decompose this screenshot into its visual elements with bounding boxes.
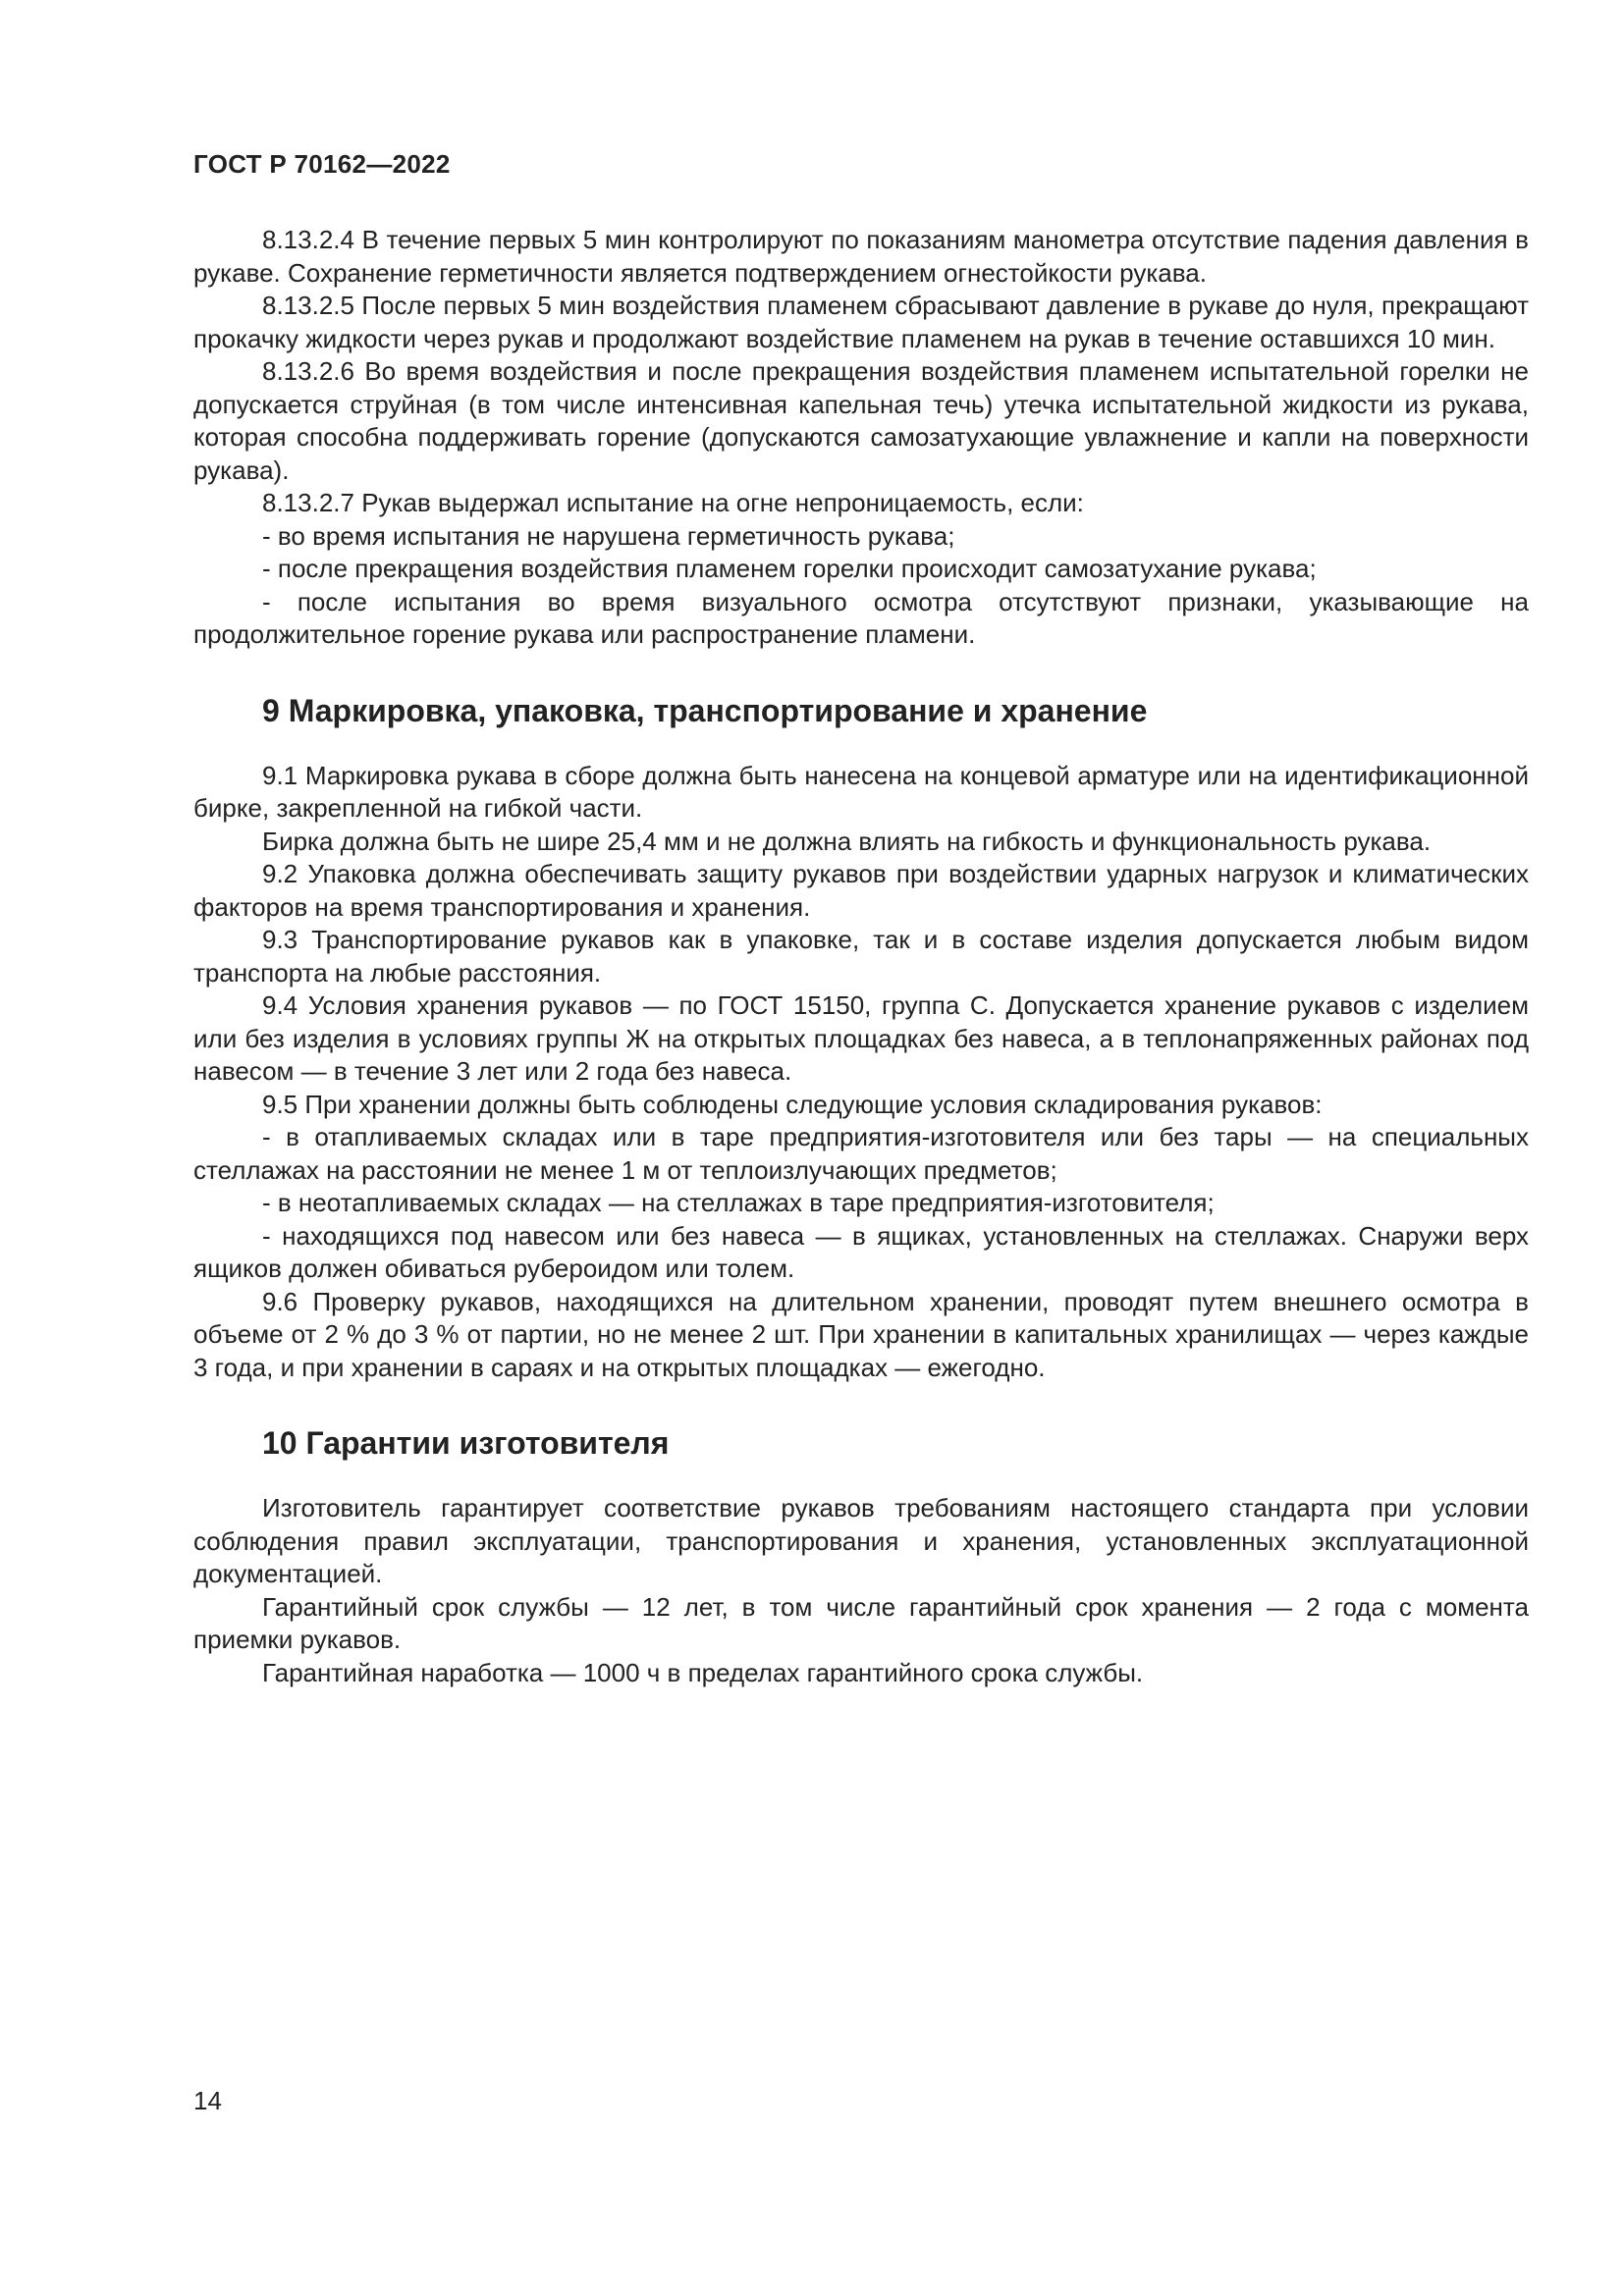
paragraph-9-5: 9.5 При хранении должны быть соблюдены следующие условия складирования рукавов: <box>262 1089 1323 1119</box>
list-item: - в отапливаемых складах или в таре предприятия-изготовителя или без тары — на специальных стеллажах на расстоянии не менее 1 м от теплоизлучающих предметов; <box>193 1122 1529 1185</box>
document-body <box>193 224 1529 1689</box>
paragraph-9-1: 9.1 Маркировка рукава в сборе должна быть нанесена на концевой арматуре или на идентификационной бирке, закрепленной на гибкой части. <box>193 760 1529 823</box>
paragraph-9-1-tag: Бирка должна быть не шире 25,4 мм и не должна влиять на гибкость и функциональность рукава. <box>262 826 1432 856</box>
list-item: - во время испытания не нарушена герметичность рукава; <box>262 520 955 551</box>
paragraph-10-operating-time: Гарантийная наработка — 1000 ч в пределах гарантийного срока службы. <box>262 1657 1144 1687</box>
paragraph-10-service-life: Гарантийный срок службы — 12 лет, в том числе гарантийный срок хранения — 2 года с момента приемки рукавов. <box>193 1591 1529 1654</box>
document-id-header: ГОСТ Р 70162—2022 <box>193 149 451 179</box>
list-item: - находящихся под навесом или без навеса — в ящиках, установленных на стеллажах. Снаружи верх ящиков должен обиваться рубероидом или толем. <box>193 1220 1529 1283</box>
section-10-title: 10 Гарантии изготовителя <box>262 1425 670 1461</box>
paragraph-9-6: 9.6 Проверку рукавов, находящихся на длительном хранении, проводят путем внешнего осмотра в объеме от 2 % до 3 % от партии, но не менее 2 шт. При хранении в капитальных хранилищах — через каждые 3 года, и при хранении в сараях и на открытых площадках — ежегодно. <box>193 1286 1529 1382</box>
page-number: 14 <box>193 2086 222 2115</box>
paragraph-8-13-2-6: 8.13.2.6 Во время воздействия и после прекращения воздействия пламенем испытательной горелки не допускается струйная (в том числе интенсивная капельная течь) утечка испытательной жидкости из рукава, которая способна поддерживать горение (допускаются самозатухающие увлажнение и капли на поверхности рукава). <box>193 356 1529 485</box>
list-item: - после испытания во время визуального осмотра отсутствуют признаки, указывающие на продолжительное горение рукава или распространение пламени. <box>193 586 1529 649</box>
paragraph-8-13-2-7: 8.13.2.7 Рукав выдержал испытание на огне непроницаемость, если: <box>262 488 1084 517</box>
paragraph-10-warranty: Изготовитель гарантирует соответствие рукавов требованиям настоящего стандарта при условии соблюдения правил эксплуатации, транспортирования и хранения, установленных эксплуатационной документацией. <box>193 1493 1529 1588</box>
paragraph-9-2: 9.2 Упаковка должна обеспечивать защиту рукавов при воздействии ударных нагрузок и климатических факторов на время транспортирования и хранения. <box>193 859 1529 922</box>
list-item: - в неотапливаемых складах — на стеллажах в таре предприятия-изготовителя; <box>262 1188 1215 1217</box>
paragraph-9-4: 9.4 Условия хранения рукавов — по ГОСТ 15150, группа С. Допускается хранение рукавов с изделием или без изделия в условиях группы Ж на открытых площадках без навеса, а в теплонапряженных районах под навесом — в течение 3 лет или 2 года без навеса. <box>193 990 1529 1086</box>
paragraph-8-13-2-5: 8.13.2.5 После первых 5 мин воздействия пламенем сбрасывают давление в рукаве до нуля, прекращают прокачку жидкости через рукав и продолжают воздействие пламенем на рукав в течение оставшихся 10 мин. <box>193 291 1529 353</box>
list-item: - после прекращения воздействия пламенем горелки происходит самозатухание рукава; <box>262 554 1317 583</box>
paragraph-8-13-2-4: 8.13.2.4 В течение первых 5 мин контролируют по показаниям манометра отсутствие падения давления в рукаве. Сохранение герметичности является подтверждением огнестойкости рукава. <box>193 225 1529 288</box>
paragraph-9-3: 9.3 Транспортирование рукавов как в упаковке, так и в составе изделия допускается любым видом транспорта на любые расстояния. <box>193 925 1529 988</box>
section-9-title: 9 Маркировка, упаковка, транспортирование и хранение <box>262 692 1148 728</box>
